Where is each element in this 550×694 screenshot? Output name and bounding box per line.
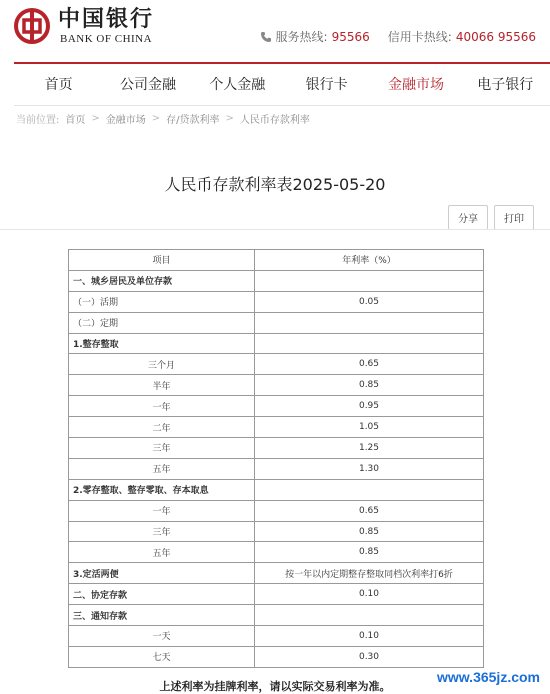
- rate-item-cell: 三年: [69, 438, 255, 459]
- page-actions: [448, 205, 534, 230]
- rate-item-cell: 二年: [69, 417, 255, 438]
- rate-value-cell: 0.85: [255, 521, 484, 542]
- rate-item-cell: （二）定期: [69, 312, 255, 333]
- main-nav: [14, 62, 550, 106]
- rate-value-cell: 0.65: [255, 500, 484, 521]
- rate-value-cell: 0.95: [255, 396, 484, 417]
- service-hotline-label: 服务热线:: [275, 30, 328, 44]
- table-header-row: [69, 250, 484, 271]
- rate-value-cell: [255, 605, 484, 626]
- rate-item-cell: 2.零存整取、整存零取、存本取息: [69, 479, 255, 500]
- rate-item-cell: 五年: [69, 458, 255, 479]
- rate-item-cell: 七天: [69, 646, 255, 667]
- footnote: 上述利率为挂牌利率，请以实际交易利率为准。: [159, 680, 391, 693]
- rate-item-cell: 三年: [69, 521, 255, 542]
- table-row: [69, 458, 484, 479]
- table-row: [69, 605, 484, 626]
- table-row: [69, 354, 484, 375]
- table-row: [69, 438, 484, 459]
- rate-value-cell: 1.30: [255, 458, 484, 479]
- rate-item-cell: 二、协定存款: [69, 584, 255, 605]
- hotline-bar: [260, 28, 536, 45]
- deposit-rate-table: [68, 249, 484, 668]
- site-watermark: www.365jz.com: [437, 669, 540, 685]
- nav-item-bank-cards[interactable]: 银行卡: [305, 77, 348, 93]
- breadcrumb-item-rmb-deposit-rates: 人民币存款利率: [239, 115, 310, 126]
- site-header: [0, 0, 550, 60]
- card-hotline-label: 信用卡热线:: [387, 30, 452, 44]
- breadcrumb-prefix: 当前位置:: [16, 115, 60, 126]
- rate-item-cell: 一天: [69, 626, 255, 647]
- rate-value-cell: 1.05: [255, 417, 484, 438]
- rate-item-cell: 3.定活两便: [69, 563, 255, 584]
- rate-item-cell: 半年: [69, 375, 255, 396]
- breadcrumb-separator: >: [151, 113, 161, 124]
- service-hotline-number[interactable]: 95566: [331, 29, 370, 44]
- nav-item-home[interactable]: 首页: [44, 77, 73, 93]
- rate-value-cell: 0.85: [255, 375, 484, 396]
- header-annual-rate: 年利率（%）: [255, 250, 484, 271]
- table-row: [69, 500, 484, 521]
- breadcrumb-separator: >: [91, 113, 100, 124]
- breadcrumb-item-deposit-loan-rates[interactable]: 存/贷款利率: [166, 115, 220, 126]
- rate-item-cell: （一）活期: [69, 291, 255, 312]
- rate-value-cell: [255, 270, 484, 291]
- rate-value-cell: 0.65: [255, 354, 484, 375]
- page-title: 人民币存款利率表2025-05-20: [164, 175, 386, 194]
- rate-value-cell: 1.25: [255, 438, 484, 459]
- rate-item-cell: 1.整存整取: [69, 333, 255, 354]
- rate-value-cell: [255, 479, 484, 500]
- rate-item-cell: 五年: [69, 542, 255, 563]
- phone-icon: [260, 31, 272, 43]
- nav-item-financial-markets[interactable]: 金融市场: [387, 77, 444, 93]
- nav-item-personal-banking[interactable]: 个人金融: [209, 77, 266, 93]
- logo-chinese-text[interactable]: 中国银行: [58, 6, 155, 32]
- nav-item-corporate-banking[interactable]: 公司金融: [119, 77, 176, 93]
- table-row: [69, 521, 484, 542]
- table-row: [69, 479, 484, 500]
- table-row: [69, 417, 484, 438]
- rate-value-cell: 0.05: [255, 291, 484, 312]
- rate-item-cell: 一年: [69, 500, 255, 521]
- share-button[interactable]: 分享: [448, 205, 488, 230]
- rate-value-cell: [255, 333, 484, 354]
- rate-item-cell: 一年: [69, 396, 255, 417]
- rate-item-cell: 三、通知存款: [69, 605, 255, 626]
- rate-value-cell: 0.30: [255, 646, 484, 667]
- rate-value-cell: [255, 312, 484, 333]
- bank-of-china-logo-icon[interactable]: [14, 8, 50, 44]
- table-row: [69, 542, 484, 563]
- breadcrumb-separator: >: [225, 113, 234, 124]
- table-row: [69, 584, 484, 605]
- rate-value-cell: 按一年以内定期整存整取同档次利率打6折: [255, 563, 484, 584]
- table-row: [69, 646, 484, 667]
- card-hotline-number[interactable]: 40066 95566: [455, 29, 536, 44]
- table-row: [69, 333, 484, 354]
- table-row: [69, 563, 484, 584]
- table-row: [69, 270, 484, 291]
- table-row: [69, 312, 484, 333]
- breadcrumb-item-financial-markets[interactable]: 金融市场: [105, 115, 146, 126]
- print-button[interactable]: 打印: [494, 205, 534, 230]
- header-item: 项目: [69, 250, 255, 271]
- rate-value-cell: 0.10: [255, 626, 484, 647]
- table-body: [69, 270, 484, 667]
- rate-item-cell: 一、城乡居民及单位存款: [69, 270, 255, 291]
- nav-item-e-banking[interactable]: 电子银行: [477, 77, 534, 93]
- rate-item-cell: 三个月: [69, 354, 255, 375]
- rate-value-cell: 0.85: [255, 542, 484, 563]
- table-row: [69, 291, 484, 312]
- logo-english-text[interactable]: BANK OF CHINA: [60, 33, 153, 45]
- table-row: [69, 375, 484, 396]
- table-row: [69, 626, 484, 647]
- breadcrumb-item-home[interactable]: 首页: [65, 115, 86, 126]
- breadcrumb: [16, 111, 310, 126]
- table-row: [69, 396, 484, 417]
- rate-value-cell: 0.10: [255, 584, 484, 605]
- title-divider: [0, 229, 550, 230]
